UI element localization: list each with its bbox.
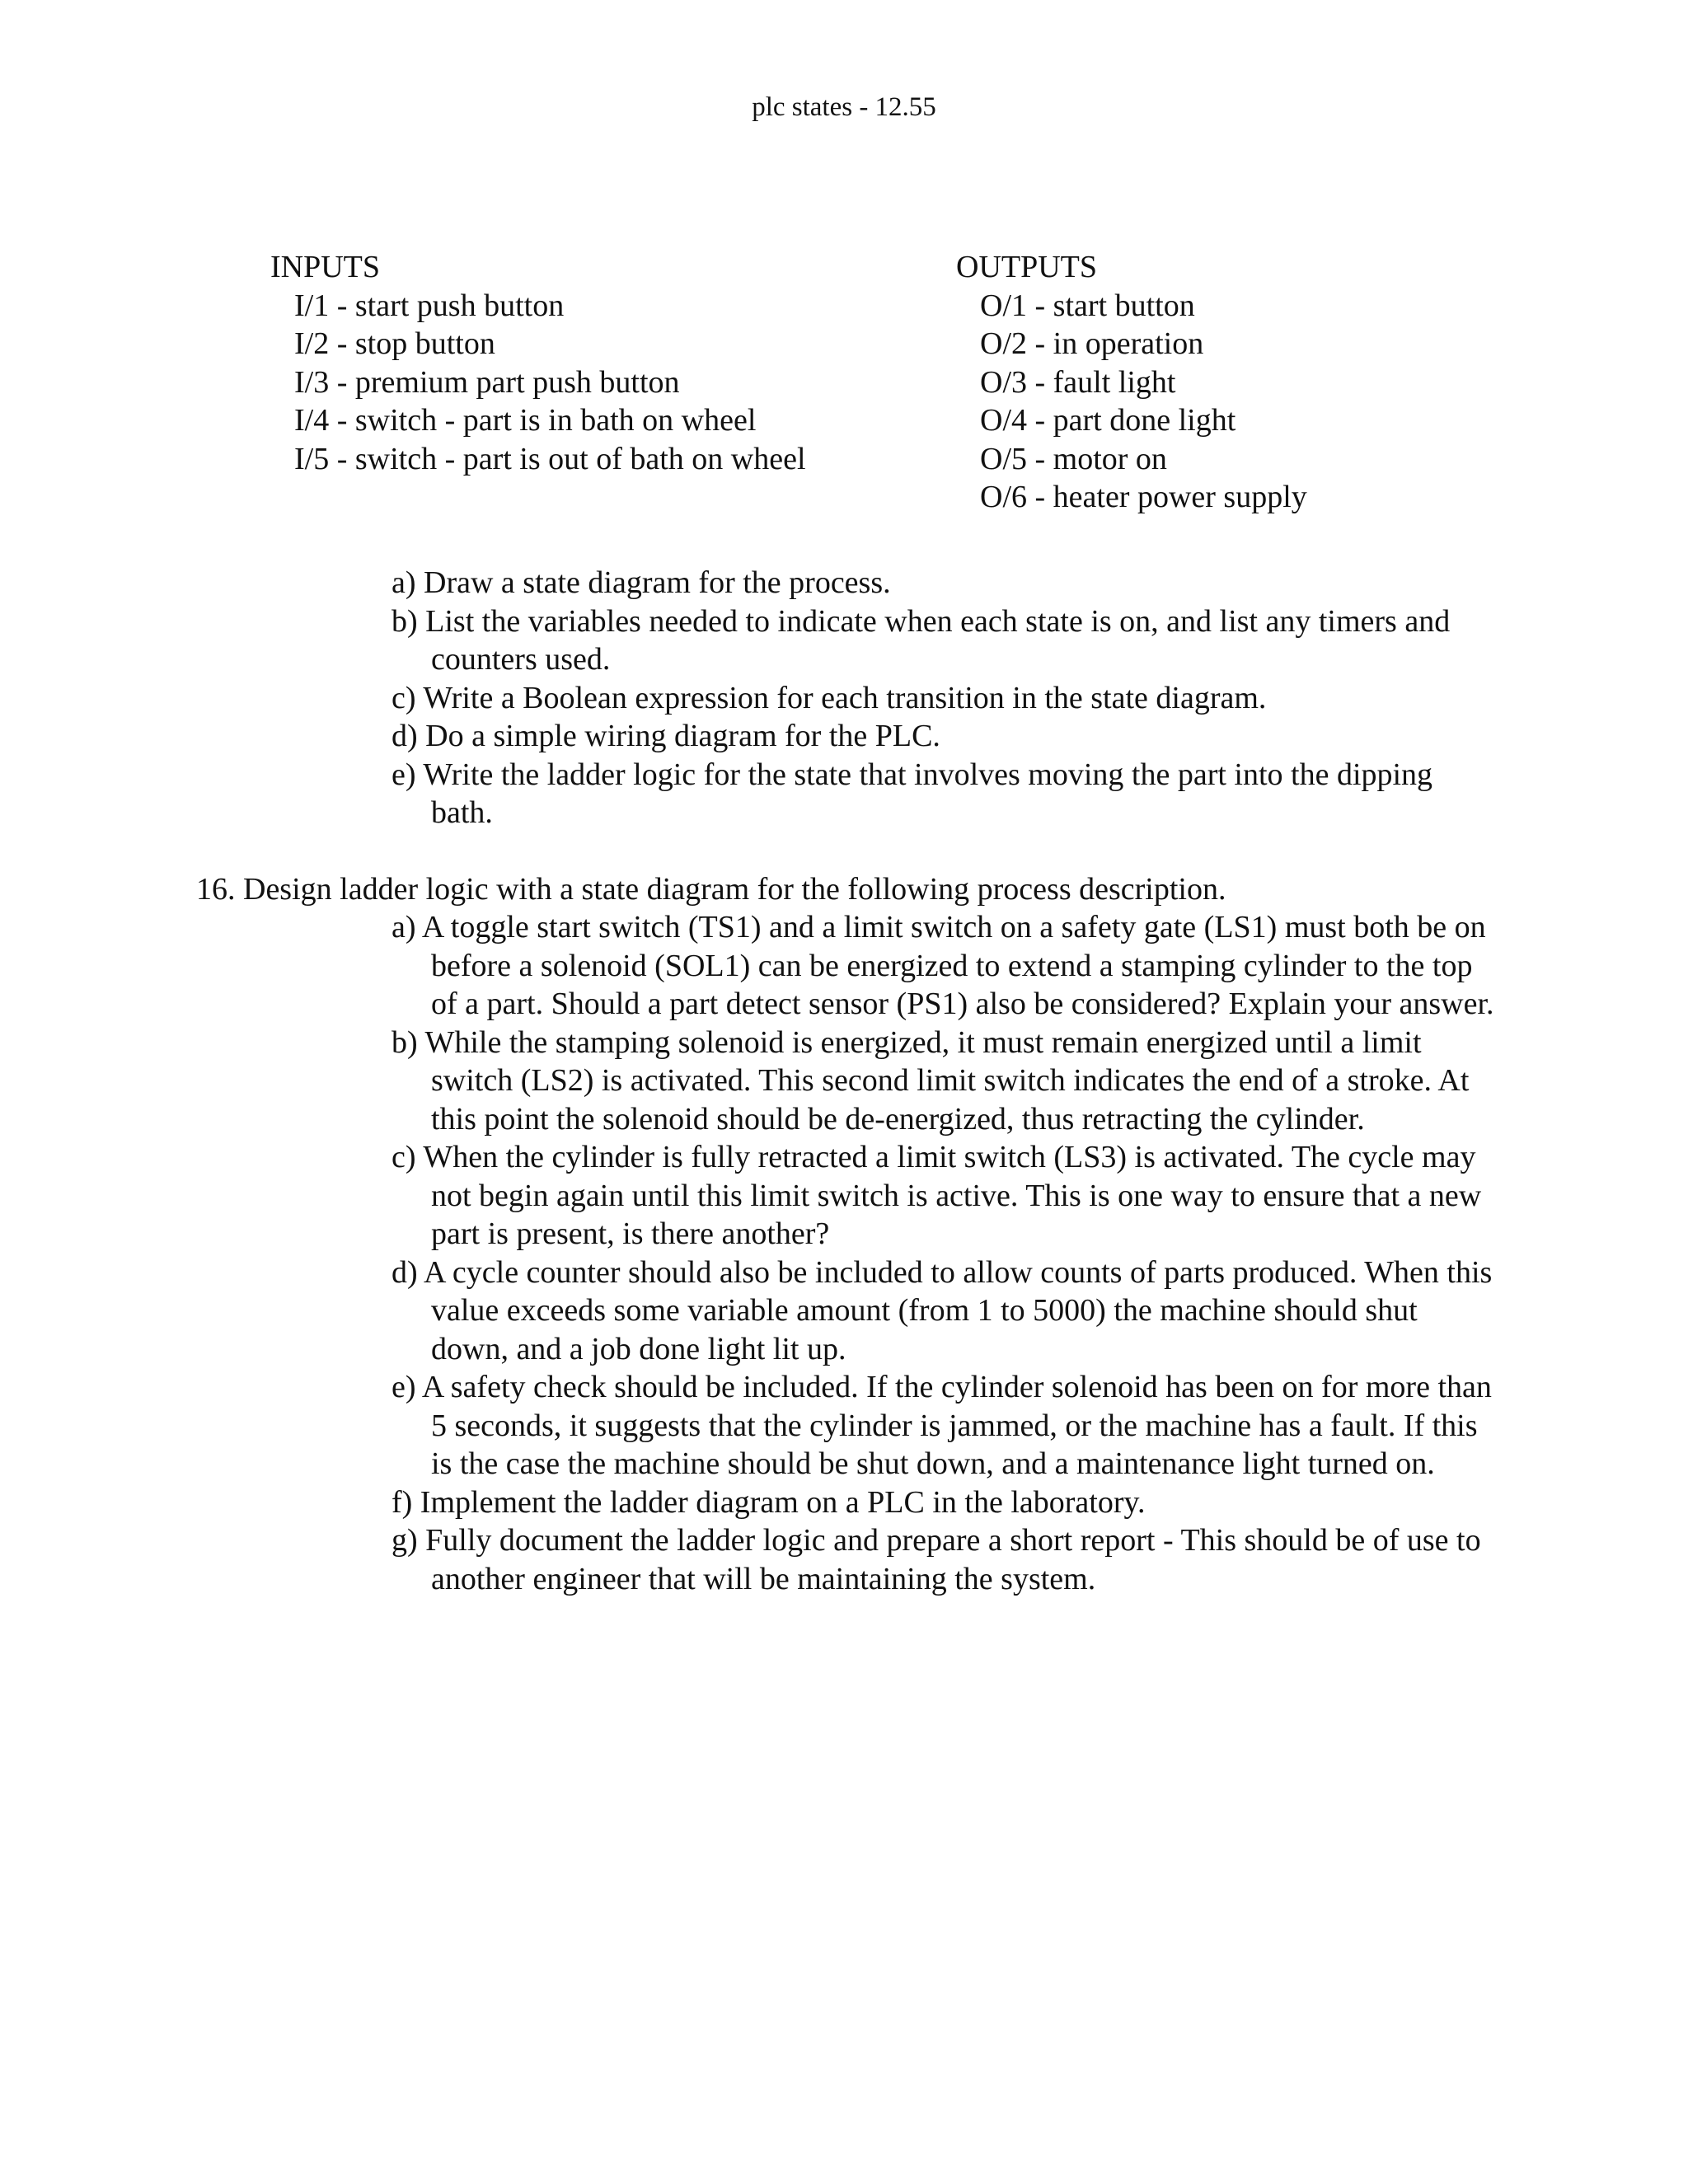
problem-15-task-list — [392, 564, 1496, 832]
inputs-column — [270, 248, 806, 478]
output-item: O/2 - in operation — [980, 326, 1204, 361]
task-item: b) List the variables needed to indicate when each state is on, and list any timers and counters used. — [392, 603, 1451, 677]
task-item: a) A toggle start switch (TS1) and a limit switch on a safety gate (LS1) must both be on before a solenoid (SOL1) can be energized to extend a stamping cylinder to the top of a part. Should a part detect sensor (PS1) also be considered? Explain your answer. — [392, 910, 1494, 1021]
output-item: O/3 - fault light — [980, 364, 1176, 400]
page-header: plc states - 12.55 — [752, 92, 936, 122]
task-item: g) Fully document the ladder logic and prepare a short report - This should be of use to another engineer that will be maintaining the system. — [392, 1523, 1481, 1596]
output-item: O/1 - start button — [980, 288, 1195, 323]
input-item: I/2 - stop button — [294, 326, 495, 361]
task-item: b) While the stamping solenoid is energized, it must remain energized until a limit switch (LS2) is activated. This second limit switch indicates the end of a stroke. At this point the solenoid should be de-energized, thus retracting the cylinder. — [392, 1024, 1470, 1137]
input-item: I/5 - switch - part is out of bath on wheel — [294, 441, 806, 476]
inputs-heading: INPUTS — [270, 250, 381, 284]
outputs-list — [956, 287, 1307, 517]
task-item: c) Write a Boolean expression for each transition in the state diagram. — [392, 680, 1267, 715]
inputs-list — [270, 287, 806, 479]
input-item: I/3 - premium part push button — [294, 364, 680, 400]
problem-16-heading: 16. Design ladder logic with a state diagram for the following process description. — [196, 872, 1226, 907]
task-item: f) Implement the ladder diagram on a PLC in the laboratory. — [392, 1484, 1146, 1520]
output-item: O/4 - part done light — [980, 403, 1236, 438]
task-item: c) When the cylinder is fully retracted a limit switch (LS3) is activated. The cycle may not begin again until this limit switch is active. This is one way to ensure that a new part is present, is there another? — [392, 1140, 1482, 1251]
input-item: I/1 - start push button — [294, 288, 565, 323]
outputs-column — [956, 248, 1307, 517]
task-item: d) Do a simple wiring diagram for the PLC. — [392, 719, 940, 753]
task-item: d) A cycle counter should also be included to allow counts of parts produced. When this value exceeds some variable amount (from 1 to 5000) the machine should shut down, and a job done light lit up. — [392, 1254, 1493, 1366]
task-item: e) Write the ladder logic for the state that involves moving the part into the dipping bath. — [392, 757, 1433, 830]
task-item: e) A safety check should be included. If the cylinder solenoid has been on for more than 5 seconds, it suggests that the cylinder is jammed, or the machine has a fault. If this is the case the machine should be shut down, and a maintenance light turned on. — [392, 1370, 1492, 1481]
input-item: I/4 - switch - part is in bath on wheel — [294, 403, 757, 438]
outputs-heading: OUTPUTS — [956, 250, 1098, 284]
task-item: a) Draw a state diagram for the process. — [392, 565, 891, 600]
problem-16-task-list — [392, 908, 1496, 1598]
output-item: O/6 - heater power supply — [980, 480, 1307, 514]
output-item: O/5 - motor on — [980, 441, 1167, 476]
